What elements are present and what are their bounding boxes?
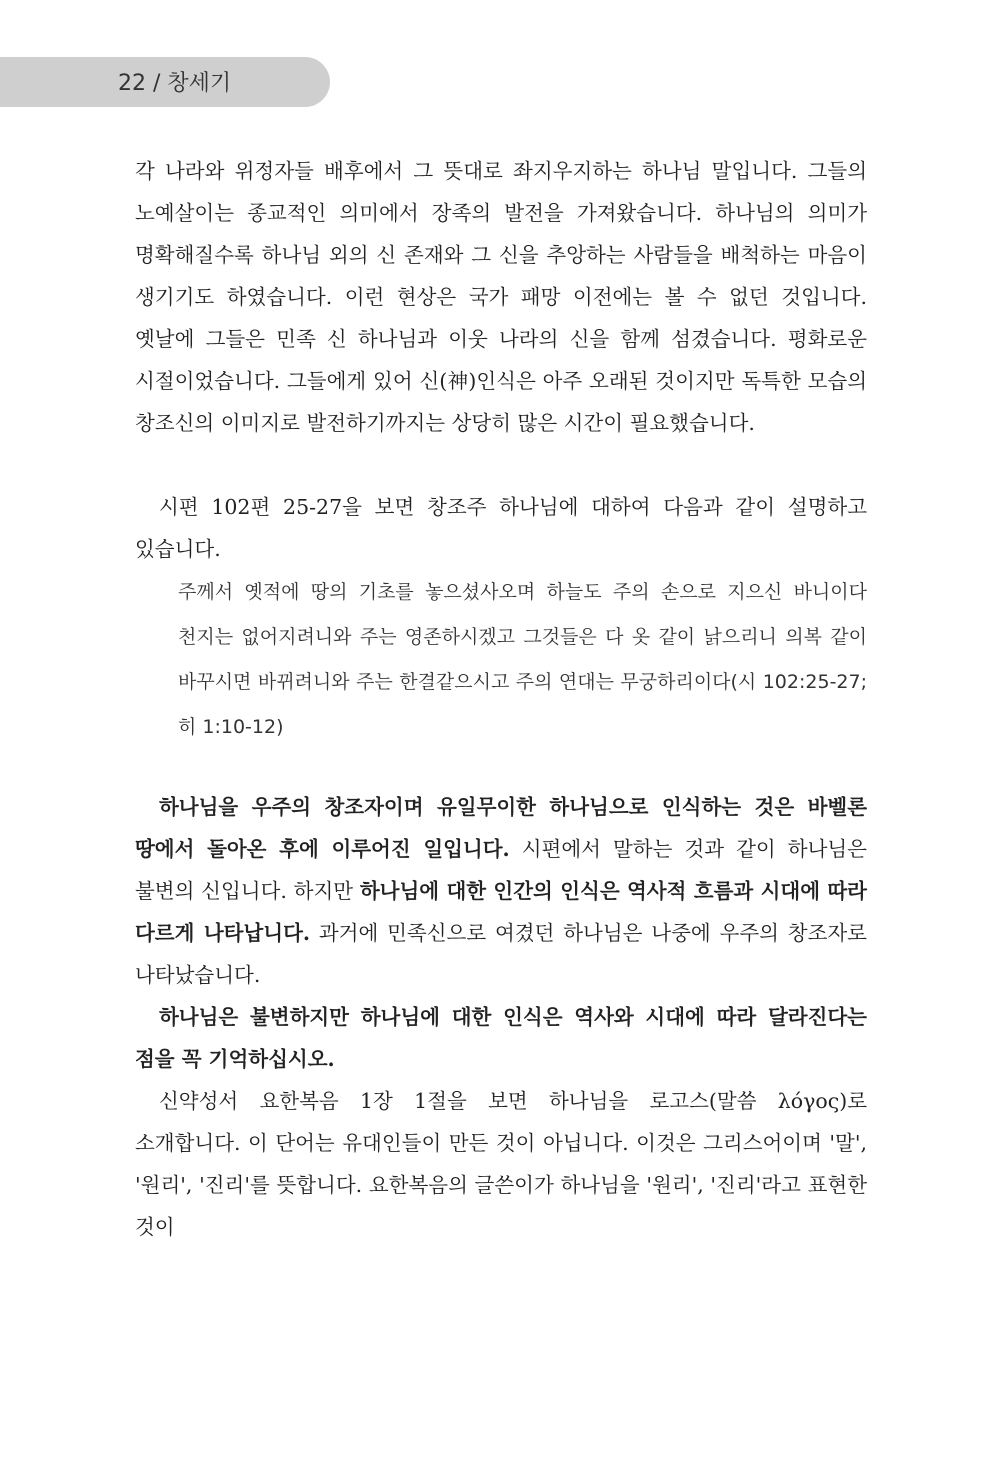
page-content (135, 150, 867, 1248)
paragraph-2: 시편 102편 25-27을 보면 창조주 하나님에 대하여 다음과 같이 설명하고 있습니다. (135, 495, 867, 561)
paragraph-4 (135, 996, 867, 1080)
text-1: 시편에서 말하는 것과 같이 하나님은 불변의 신입니다. 하지만 (135, 837, 867, 903)
paragraph-5: 신약성서 요한복음 1장 1절을 보면 하나님을 로고스(말씀 λόγος)로 소개합니다. 이 단어는 유대인들이 만든 것이 아닙니다. 이것은 그리스어이며 '말', '원리', '진리'를 뜻합니다. 요한복음의 글쓴이가 하나님을 '원리', '진리'라고 표현한 것이 (135, 1089, 867, 1239)
emphasis-2: 하나님에 대한 인간의 인식은 역사적 흐름과 시대에 따라 다르게 나타납니다. (135, 879, 867, 945)
emphasis-1: 하나님을 우주의 창조자이며 유일무이한 하나님으로 인식하는 것은 바벨론 땅에서 돌아온 후에 이루어진 일입니다. (135, 795, 867, 861)
emphasis-3: 하나님은 불변하지만 하나님에 대한 인식은 역사와 시대에 따라 달라진다는 점을 꼭 기억하십시오. (135, 1005, 867, 1071)
paragraph-3 (135, 786, 867, 996)
text-2: 과거에 민족신으로 여겼던 하나님은 나중에 우주의 창조자로 나타났습니다. (135, 921, 867, 987)
page-header: 22 / 창세기 (118, 71, 232, 96)
scripture-quote: 주께서 옛적에 땅의 기초를 놓으셨사오며 하늘도 주의 손으로 지으신 바니이다 천지는 없어지려니와 주는 영존하시겠고 그것들은 다 옷 같이 낡으리니 의복 같이 바꾸시면 바뀌려니와 주는 한결같으시고 주의 연대는 무궁하리이다(시 102:25-27; 히 1:10-12) (178, 581, 867, 738)
paragraph-1: 각 나라와 위정자들 배후에서 그 뜻대로 좌지우지하는 하나님 말입니다. 그들의 노예살이는 종교적인 의미에서 장족의 발전을 가져왔습니다. 하나님의 의미가 명확해질수록 하나님 외의 신 존재와 그 신을 추앙하는 사람들을 배척하는 마음이 생기기도 하였습니다. 이런 현상은 국가 패망 이전에는 볼 수 없던 것입니다. 옛날에 그들은 민족 신 하나님과 이웃 나라의 신을 함께 섬겼습니다. 평화로운 시절이었습니다. 그들에게 있어 신(神)인식은 아주 오래된 것이지만 독특한 모습의 창조신의 이미지로 발전하기까지는 상당히 많은 시간이 필요했습니다. (135, 159, 867, 435)
